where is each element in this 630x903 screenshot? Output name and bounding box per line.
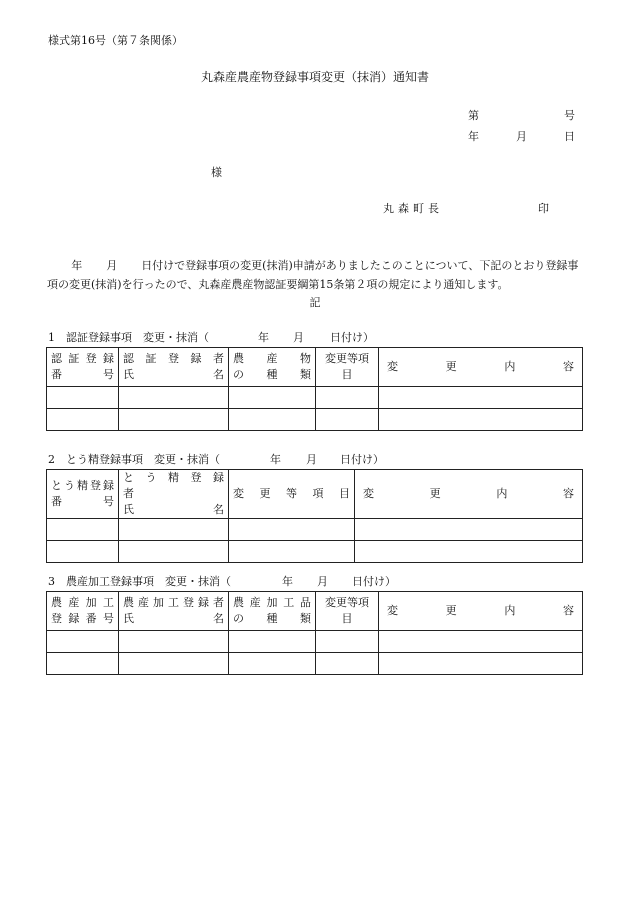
section-3-title: 3 農産加工登録事項 変更・抹消（	[48, 575, 231, 588]
table-header-row	[47, 348, 583, 387]
form-number: 様式第16号（第７条関係）	[48, 34, 183, 47]
paragraph-month: 月	[106, 259, 118, 272]
section-1-table	[46, 347, 583, 431]
section-2-month: 月	[306, 453, 317, 466]
table-header-row	[47, 592, 583, 631]
section-1-suffix: 日付け）	[330, 331, 374, 344]
ki-label: 記	[309, 296, 321, 309]
col-processing-number: 農産加工 登録番号	[47, 592, 119, 631]
section-1-year: 年	[258, 331, 269, 344]
table-row	[47, 409, 583, 431]
number-label-go: 号	[564, 109, 575, 122]
col-product-type: 農 産 物 の 種 類	[229, 348, 316, 387]
table-row	[47, 541, 583, 563]
col-change-content: 変 更 内 容	[379, 592, 583, 631]
date-year-label: 年	[468, 130, 479, 143]
paragraph-year: 年	[71, 259, 83, 272]
date-month-label: 月	[516, 130, 527, 143]
date-day-label: 日	[564, 130, 575, 143]
table-row	[47, 519, 583, 541]
section-1-month: 月	[293, 331, 304, 344]
page-title: 丸森産農産物登録事項変更（抹消）通知書	[200, 70, 429, 84]
table-row	[47, 387, 583, 409]
col-milling-number: とう精登録 番 号	[47, 470, 119, 519]
addressee-suffix: 様	[211, 166, 222, 179]
section-3-year: 年	[282, 575, 293, 588]
seal-mark: 印	[538, 202, 549, 215]
col-cert-number: 認証登録 番 号	[47, 348, 119, 387]
paragraph-text: 日付けで登録事項の変更(抹消)申請がありましたこのことについて、下記のとおり登録事項の変更(抹消)を行ったので、丸森産農産物認証要綱第15条第２項の規定により通知します。	[47, 259, 579, 291]
notice-paragraph	[47, 256, 583, 294]
sender-name: 丸森町長	[383, 202, 443, 215]
col-change-content: 変 更 内 容	[355, 470, 583, 519]
col-change-item: 変更等項 目	[316, 592, 379, 631]
section-2-title: 2 とう精登録事項 変更・抹消（	[48, 453, 220, 466]
section-3-month: 月	[317, 575, 328, 588]
section-3-table	[46, 591, 583, 675]
section-2-table	[46, 469, 583, 563]
table-row	[47, 653, 583, 675]
number-label-dai: 第	[468, 109, 479, 122]
col-change-item: 変 更 等 項 目	[229, 470, 355, 519]
section-1-title: 1 認証登録事項 変更・抹消（	[48, 331, 209, 344]
section-3-suffix: 日付け）	[352, 575, 396, 588]
col-registrant-name: と う 精 登 録 者 氏 名	[119, 470, 229, 519]
col-registrant-name: 認 証 登 録 者 氏 名	[119, 348, 229, 387]
col-change-content: 変 更 内 容	[379, 348, 583, 387]
table-row	[47, 631, 583, 653]
col-change-item: 変更等項 目	[316, 348, 379, 387]
table-header-row	[47, 470, 583, 519]
col-product-type: 農産加工品 の 種 類	[229, 592, 316, 631]
section-2-suffix: 日付け）	[340, 453, 384, 466]
document-number-block	[468, 109, 574, 151]
col-registrant-name: 農産加工登録者 氏 名	[119, 592, 229, 631]
section-2-year: 年	[270, 453, 281, 466]
